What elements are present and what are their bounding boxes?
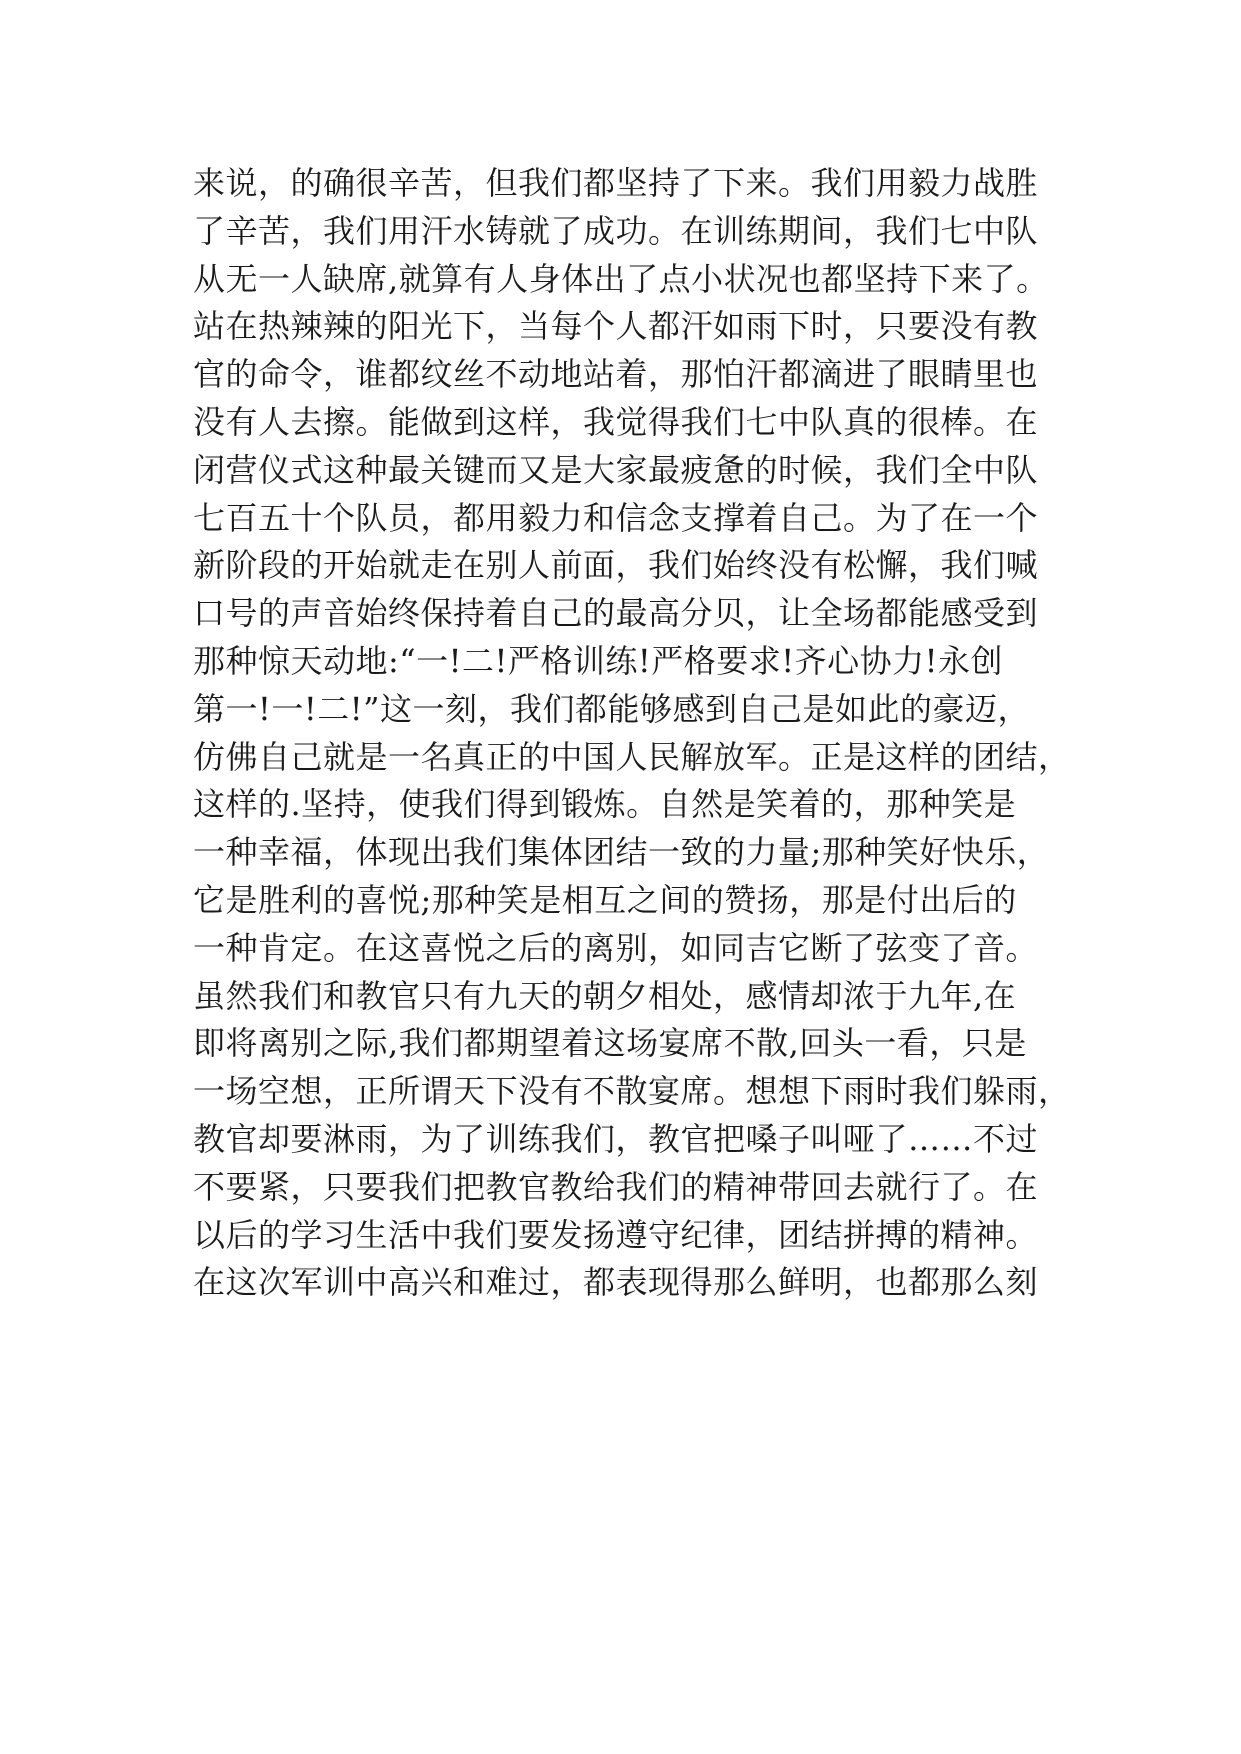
text-line: 虽然我们和教官只有九天的朝夕相处，感情却浓于九年,在 [193,976,1017,1015]
text-line: 新阶段的开始就走在别人前面，我们始终没有松懈，我们喊 [193,546,1039,585]
text-line: 在这次军训中高兴和难过，都表现得那么鲜明，也都那么刻 [193,1263,1039,1302]
text-line: 那种惊天动地:“一!二!严格训练!严格要求!齐心协力!永创 [193,641,1003,680]
text-line: 闭营仪式这种最关键而又是大家最疲惫的时候，我们全中队 [193,450,1039,489]
text-line: 一种肯定。在这喜悦之后的离别，如同吉它断了弦变了音。 [193,928,1039,967]
text-line: 第一!一!二!”这一刻，我们都能够感到自己是如此的豪迈， [193,689,1030,728]
body-text [193,160,1093,1307]
text-line: 没有人去擦。能做到这样，我觉得我们七中队真的很棒。在 [193,402,1039,441]
text-line: 从无一人缺席,就算有人身体出了点小状况也都坚持下来了。 [193,259,1049,298]
text-line: 官的命令，谁都纹丝不动地站着，那怕汗都滴进了眼睛里也 [193,355,1039,394]
text-line: 了辛苦，我们用汗水铸就了成功。在训练期间，我们七中队 [193,211,1039,250]
text-line: 仿佛自己就是一名真正的中国人民解放军。正是这样的团结， [193,737,1071,776]
text-line: 七百五十个队员，都用毅力和信念支撑着自己。为了在一个 [193,498,1039,537]
text-line: 一种幸福，体现出我们集体团结一致的力量;那种笑好快乐， [193,833,1050,872]
text-line: 站在热辣辣的阳光下，当每个人都汗如雨下时，只要没有教 [193,307,1039,346]
text-line: 这样的.坚持，使我们得到锻炼。自然是笑着的，那种笑是 [193,785,1017,824]
text-line: 即将离别之际,我们都期望着这场宴席不散,回头一看，只是 [193,1024,1027,1063]
text-line: 一场空想，正所谓天下没有不散宴席。想想下雨时我们躲雨， [193,1072,1071,1111]
text-line: 口号的声音始终保持着自己的最高分贝，让全场都能感受到 [193,594,1039,633]
text-line: 来说，的确很辛苦，但我们都坚持了下来。我们用毅力战胜 [193,164,1039,202]
text-line: 不要紧，只要我们把教官教给我们的精神带回去就行了。在 [193,1167,1039,1206]
text-line: 它是胜利的喜悦;那种笑是相互之间的赞扬，那是付出后的 [193,880,1017,919]
text-line: 教官却要淋雨，为了训练我们，教官把嗓子叫哑了……不过 [193,1119,1039,1158]
text-line: 以后的学习生活中我们要发扬遵守纪律，团结拼搏的精神。 [193,1215,1039,1254]
